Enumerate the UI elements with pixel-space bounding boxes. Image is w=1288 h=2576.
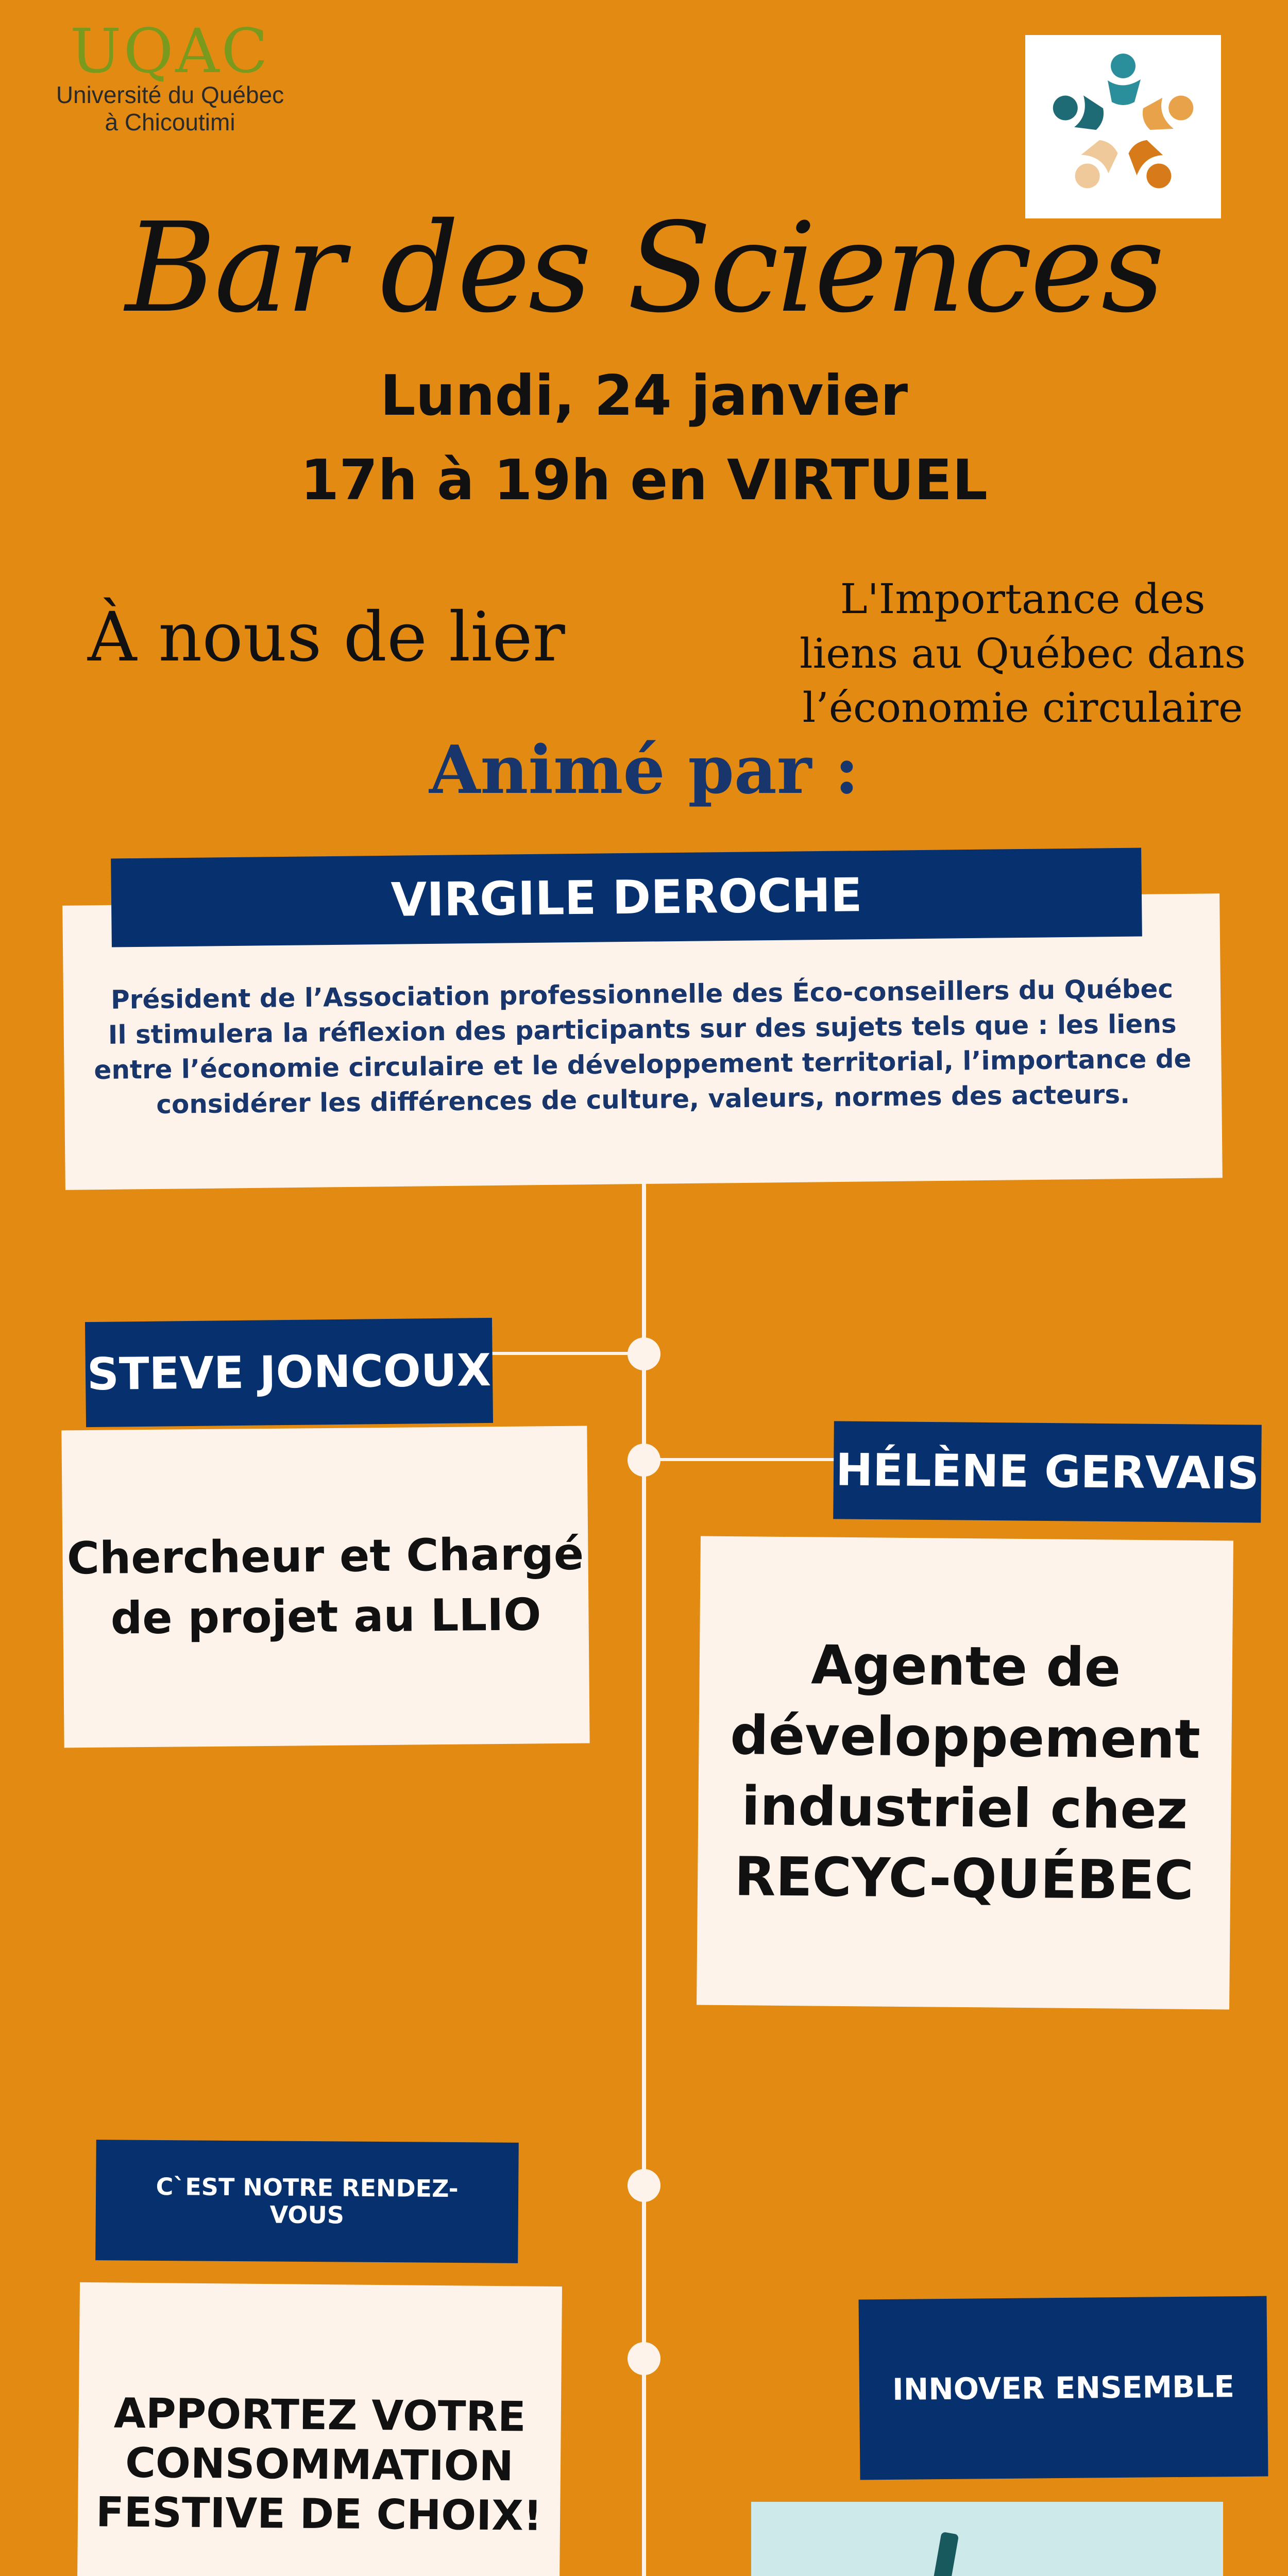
event-time: 17h à 19h en VIRTUEL xyxy=(300,448,988,513)
page-title: Bar des Sciences xyxy=(125,196,1163,340)
theme-title: À nous de lier xyxy=(88,598,565,677)
uqac-logo xyxy=(31,15,309,136)
event-date: Lundi, 24 janvier xyxy=(380,364,908,428)
theme-subtitle-line1: L'Importance des xyxy=(840,575,1206,623)
uqac-logo-line1: Université du Québec xyxy=(56,81,284,108)
uqac-logo-word: UQAC xyxy=(70,15,270,87)
timeline-dot xyxy=(628,2169,660,2202)
speaker2-role-line2: développement xyxy=(730,1703,1201,1771)
innover-text: INNOVER ENSEMBLE xyxy=(892,2369,1235,2407)
speaker1-role-line1: Chercheur et Chargé xyxy=(66,1528,584,1585)
host-desc-line1: Président de l’Association professionnelle des Éco-conseillers du Québec xyxy=(110,974,1174,1015)
host-desc-line4: considérer les différences de culture, valeurs, normes des acteurs. xyxy=(156,1079,1130,1120)
speaker1-name-label xyxy=(85,1318,493,1427)
speaker1-card xyxy=(61,1426,589,1748)
theme-subtitle-line3: l’économie circulaire xyxy=(802,684,1243,732)
rendezvous-text-line3: FESTIVE DE CHOIX! xyxy=(95,2488,543,2540)
rendezvous-text-line1: APPORTEZ VOTRE xyxy=(113,2389,527,2441)
rendezvous-label-line1: C`EST NOTRE RENDEZ- xyxy=(156,2173,459,2203)
puzzle-hands-illustration-icon xyxy=(751,2502,1223,2576)
theme-subtitle-line2: liens au Québec dans xyxy=(800,629,1246,677)
timeline-dot xyxy=(628,2342,660,2375)
host-name-label xyxy=(111,848,1142,947)
speaker2-role-line3: industriel chez xyxy=(741,1774,1188,1841)
connector-line xyxy=(489,1352,642,1355)
theme-subtitle xyxy=(757,572,1288,735)
rendezvous-card xyxy=(77,2282,562,2576)
speaker2-card xyxy=(697,1536,1233,2010)
host-desc-line2: Il stimulera la réflexion des participants sur des sujets tels que : les liens xyxy=(108,1009,1177,1050)
host-desc-line3: entre l’économie circulaire et le développement territorial, l’importance de xyxy=(94,1043,1192,1086)
speaker2-role-line1: Agente de xyxy=(810,1633,1121,1700)
people-circle-logo-icon xyxy=(1025,35,1221,218)
speaker2-role-line4: RECYC-QUÉBEC xyxy=(734,1845,1194,1912)
hosted-by-heading: Animé par : xyxy=(429,732,859,809)
innover-label xyxy=(858,2296,1268,2480)
speaker1-role-line2: de projet au LLIO xyxy=(110,1589,541,1645)
speaker2-name-label xyxy=(833,1421,1262,1522)
speaker2-name: HÉLÈNE GERVAIS xyxy=(835,1444,1260,1500)
rendezvous-label-line2: VOUS xyxy=(269,2200,345,2229)
uqac-logo-line2: à Chicoutimi xyxy=(105,108,235,135)
connector-line xyxy=(644,1458,835,1461)
speaker1-name: STEVE JONCOUX xyxy=(87,1344,492,1401)
host-name: VIRGILE DEROCHE xyxy=(391,868,862,927)
rendezvous-label xyxy=(95,2140,519,2263)
timeline-dot xyxy=(628,1337,660,1370)
timeline-dot xyxy=(628,1444,660,1477)
rendezvous-text-line2: CONSOMMATION xyxy=(125,2438,514,2490)
